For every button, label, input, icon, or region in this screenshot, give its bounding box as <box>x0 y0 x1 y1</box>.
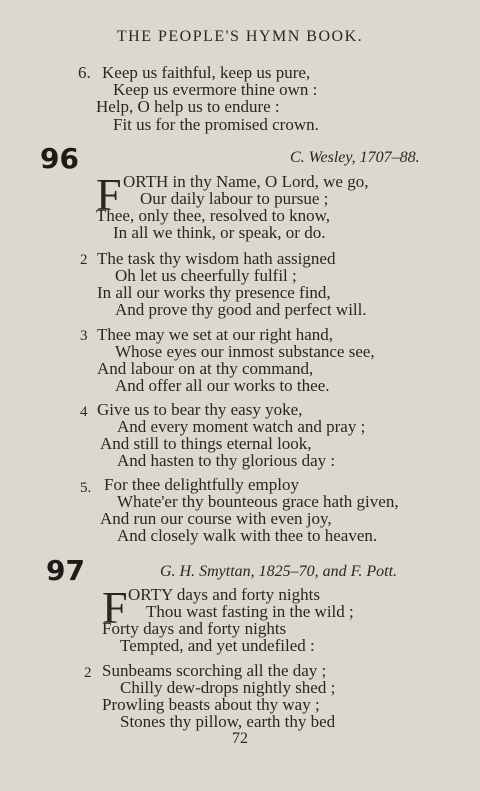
running-head: THE PEOPLE'S HYMN BOOK. <box>116 28 364 45</box>
verse-line: Chilly dew-drops nightly shed ; <box>120 678 336 697</box>
hymn-96-dropcap: F <box>96 169 122 220</box>
verse-line: And run our course with even joy, <box>100 509 332 528</box>
verse-number: 2 <box>80 252 88 268</box>
verse-line: Our daily labour to pursue ; <box>140 189 329 208</box>
hymn-97-attribution: G. H. Smyttan, 1825–70, and F. Pott. <box>160 563 398 580</box>
verse-number: 3 <box>80 328 88 344</box>
verse-number: 2 <box>84 665 92 681</box>
verse-line: And hasten to thy glorious day : <box>117 451 336 470</box>
verse-line: For thee delightfully employ <box>104 475 299 494</box>
verse-line: Thee, only thee, resolved to know, <box>96 206 330 225</box>
verse-line: And prove thy good and perfect will. <box>115 300 367 319</box>
verse-line: Stones thy pillow, earth thy bed <box>120 712 336 731</box>
verse-line: Whate'er thy bounteous grace hath given, <box>117 492 399 511</box>
verse-number: 4 <box>80 404 88 420</box>
verse-line: Sunbeams scorching all the day ; <box>102 661 327 680</box>
verse-line: ORTY days and forty nights <box>128 585 320 604</box>
hymn-97-dropcap: F <box>102 582 128 633</box>
verse-line: And every moment watch and pray ; <box>117 417 366 436</box>
verse-line: Thou wast fasting in the wild ; <box>146 602 354 621</box>
verse-line: Forty days and forty nights <box>102 619 287 638</box>
verse-line: ORTH in thy Name, O Lord, we go, <box>123 172 369 191</box>
verse-line: And still to things eternal look, <box>100 434 312 453</box>
verse-line: Thee may we set at our right hand, <box>97 325 334 344</box>
verse-line: Fit us for the promised crown. <box>113 115 319 134</box>
verse-number: 5. <box>80 480 92 496</box>
page-number: 72 <box>232 730 248 747</box>
verse-line: Keep us evermore thine own : <box>113 80 318 99</box>
verse-line: Prowling beasts about thy way ; <box>102 695 320 714</box>
verse-line: And offer all our works to thee. <box>115 376 330 395</box>
prev-verse-number: 6. <box>78 63 91 82</box>
verse-line: And labour on at thy command, <box>97 359 314 378</box>
verse-line: And closely walk with thee to heaven. <box>117 526 378 545</box>
verse-line: Help, O help us to endure : <box>96 97 280 116</box>
hymn-96-attribution: C. Wesley, 1707–88. <box>290 149 420 166</box>
hymn-number-97: 97 <box>46 554 85 587</box>
verse-line: Tempted, and yet undefiled : <box>120 636 315 655</box>
verse-line: Whose eyes our inmost substance see, <box>115 342 375 361</box>
verse-line: Oh let us cheerfully fulfil ; <box>115 266 297 285</box>
verse-line: Give us to bear thy easy yoke, <box>97 400 303 419</box>
verse-line: The task thy wisdom hath assigned <box>97 249 336 268</box>
hymn-number-96: 96 <box>40 142 79 175</box>
verse-line: In all our works thy presence find, <box>97 283 331 302</box>
verse-line: Keep us faithful, keep us pure, <box>102 63 311 82</box>
verse-line: In all we think, or speak, or do. <box>113 223 326 242</box>
